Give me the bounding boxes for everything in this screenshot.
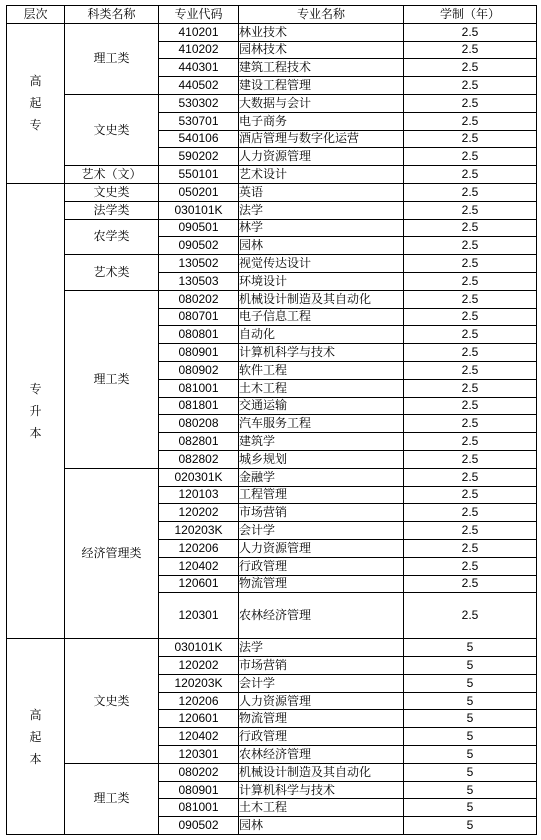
major-code: 120301 bbox=[159, 593, 239, 639]
major-code: 120601 bbox=[159, 575, 239, 593]
major-name: 金融学 bbox=[239, 468, 404, 486]
major-code: 080902 bbox=[159, 361, 239, 379]
study-years: 2.5 bbox=[404, 148, 537, 166]
study-years: 2.5 bbox=[404, 415, 537, 433]
study-years: 2.5 bbox=[404, 397, 537, 415]
major-name: 艺术设计 bbox=[239, 166, 404, 184]
level-label: 专升本 bbox=[29, 382, 42, 441]
major-code: 081001 bbox=[159, 379, 239, 397]
major-name: 建筑工程技术 bbox=[239, 59, 404, 77]
header-years: 学制（年） bbox=[404, 6, 537, 24]
study-years: 5 bbox=[404, 657, 537, 675]
table-row bbox=[7, 23, 537, 41]
study-years: 2.5 bbox=[404, 59, 537, 77]
level-cell bbox=[7, 639, 65, 835]
major-code: 440502 bbox=[159, 77, 239, 95]
major-name: 行政管理 bbox=[239, 557, 404, 575]
major-name: 林学 bbox=[239, 219, 404, 237]
category-cell: 农学类 bbox=[65, 219, 159, 255]
major-code: 090501 bbox=[159, 219, 239, 237]
major-name: 工程管理 bbox=[239, 486, 404, 504]
study-years: 5 bbox=[404, 710, 537, 728]
major-code: 030101K bbox=[159, 639, 239, 657]
major-name: 法学 bbox=[239, 201, 404, 219]
study-years: 2.5 bbox=[404, 522, 537, 540]
major-name: 英语 bbox=[239, 183, 404, 201]
major-name: 视觉传达设计 bbox=[239, 255, 404, 273]
major-name: 机械设计制造及其自动化 bbox=[239, 763, 404, 781]
major-name: 大数据与会计 bbox=[239, 94, 404, 112]
category-cell: 理工类 bbox=[65, 23, 159, 94]
major-code: 410202 bbox=[159, 41, 239, 59]
category-cell: 法学类 bbox=[65, 201, 159, 219]
study-years: 2.5 bbox=[404, 290, 537, 308]
major-name: 电子商务 bbox=[239, 112, 404, 130]
major-name: 市场营销 bbox=[239, 657, 404, 675]
header-code: 专业代码 bbox=[159, 6, 239, 24]
level-label: 高起本 bbox=[29, 707, 42, 766]
major-name: 林业技术 bbox=[239, 23, 404, 41]
major-name: 建筑学 bbox=[239, 433, 404, 451]
major-code: 530302 bbox=[159, 94, 239, 112]
major-code: 550101 bbox=[159, 166, 239, 184]
header-name: 专业名称 bbox=[239, 6, 404, 24]
major-code: 080801 bbox=[159, 326, 239, 344]
study-years: 2.5 bbox=[404, 344, 537, 362]
table-row bbox=[7, 183, 537, 201]
major-code: 080901 bbox=[159, 344, 239, 362]
major-name: 会计学 bbox=[239, 674, 404, 692]
major-name: 行政管理 bbox=[239, 728, 404, 746]
study-years: 2.5 bbox=[404, 255, 537, 273]
study-years: 2.5 bbox=[404, 575, 537, 593]
study-years: 5 bbox=[404, 674, 537, 692]
major-code: 090502 bbox=[159, 237, 239, 255]
major-name: 物流管理 bbox=[239, 710, 404, 728]
study-years: 5 bbox=[404, 746, 537, 764]
major-name: 人力资源管理 bbox=[239, 692, 404, 710]
table-body bbox=[7, 23, 537, 834]
major-code: 120203K bbox=[159, 522, 239, 540]
major-name: 园林 bbox=[239, 817, 404, 835]
major-name: 机械设计制造及其自动化 bbox=[239, 290, 404, 308]
major-code: 440301 bbox=[159, 59, 239, 77]
major-code: 080701 bbox=[159, 308, 239, 326]
major-name: 自动化 bbox=[239, 326, 404, 344]
table-row bbox=[7, 219, 537, 237]
category-cell: 文史类 bbox=[65, 94, 159, 165]
major-code: 530701 bbox=[159, 112, 239, 130]
major-code: 082802 bbox=[159, 450, 239, 468]
major-code: 050201 bbox=[159, 183, 239, 201]
major-code: 020301K bbox=[159, 468, 239, 486]
level-cell bbox=[7, 23, 65, 183]
study-years: 2.5 bbox=[404, 166, 537, 184]
level-cell bbox=[7, 183, 65, 638]
major-code: 090502 bbox=[159, 817, 239, 835]
major-name: 市场营销 bbox=[239, 504, 404, 522]
major-code: 120402 bbox=[159, 728, 239, 746]
study-years: 2.5 bbox=[404, 112, 537, 130]
major-name: 农林经济管理 bbox=[239, 593, 404, 639]
major-code: 120301 bbox=[159, 746, 239, 764]
table-row bbox=[7, 763, 537, 781]
major-code: 120202 bbox=[159, 504, 239, 522]
major-code: 120103 bbox=[159, 486, 239, 504]
category-cell: 理工类 bbox=[65, 290, 159, 468]
majors-table bbox=[6, 5, 537, 835]
study-years: 2.5 bbox=[404, 237, 537, 255]
study-years: 2.5 bbox=[404, 468, 537, 486]
table-row bbox=[7, 94, 537, 112]
major-code: 082801 bbox=[159, 433, 239, 451]
major-name: 交通运输 bbox=[239, 397, 404, 415]
category-cell: 文史类 bbox=[65, 183, 159, 201]
study-years: 2.5 bbox=[404, 183, 537, 201]
study-years: 2.5 bbox=[404, 557, 537, 575]
major-name: 计算机科学与技术 bbox=[239, 344, 404, 362]
study-years: 2.5 bbox=[404, 361, 537, 379]
major-code: 081001 bbox=[159, 799, 239, 817]
major-code: 590202 bbox=[159, 148, 239, 166]
header-category: 科类名称 bbox=[65, 6, 159, 24]
study-years: 5 bbox=[404, 817, 537, 835]
table-row bbox=[7, 639, 537, 657]
major-name: 土木工程 bbox=[239, 799, 404, 817]
study-years: 2.5 bbox=[404, 130, 537, 148]
study-years: 5 bbox=[404, 781, 537, 799]
study-years: 5 bbox=[404, 692, 537, 710]
study-years: 2.5 bbox=[404, 593, 537, 639]
table-row bbox=[7, 201, 537, 219]
major-name: 法学 bbox=[239, 639, 404, 657]
table-row bbox=[7, 166, 537, 184]
major-name: 城乡规划 bbox=[239, 450, 404, 468]
major-name: 园林技术 bbox=[239, 41, 404, 59]
major-code: 081801 bbox=[159, 397, 239, 415]
category-cell: 经济管理类 bbox=[65, 468, 159, 639]
category-cell: 艺术类 bbox=[65, 255, 159, 291]
study-years: 2.5 bbox=[404, 486, 537, 504]
major-code: 120601 bbox=[159, 710, 239, 728]
study-years: 5 bbox=[404, 763, 537, 781]
major-code: 120402 bbox=[159, 557, 239, 575]
study-years: 2.5 bbox=[404, 201, 537, 219]
study-years: 5 bbox=[404, 799, 537, 817]
major-code: 080202 bbox=[159, 290, 239, 308]
category-cell: 艺术（文） bbox=[65, 166, 159, 184]
category-cell: 文史类 bbox=[65, 639, 159, 764]
major-code: 120202 bbox=[159, 657, 239, 675]
major-code: 080208 bbox=[159, 415, 239, 433]
header-level: 层次 bbox=[7, 6, 65, 24]
category-cell: 理工类 bbox=[65, 763, 159, 834]
study-years: 2.5 bbox=[404, 41, 537, 59]
study-years: 2.5 bbox=[404, 539, 537, 557]
major-code: 120203K bbox=[159, 674, 239, 692]
major-code: 120206 bbox=[159, 539, 239, 557]
header-row bbox=[7, 6, 537, 24]
major-name: 会计学 bbox=[239, 522, 404, 540]
major-name: 酒店管理与数字化运营 bbox=[239, 130, 404, 148]
study-years: 2.5 bbox=[404, 379, 537, 397]
table-row bbox=[7, 255, 537, 273]
major-code: 540106 bbox=[159, 130, 239, 148]
study-years: 2.5 bbox=[404, 433, 537, 451]
study-years: 2.5 bbox=[404, 23, 537, 41]
table-row bbox=[7, 468, 537, 486]
major-name: 汽车服务工程 bbox=[239, 415, 404, 433]
major-name: 电子信息工程 bbox=[239, 308, 404, 326]
major-code: 410201 bbox=[159, 23, 239, 41]
major-code: 080901 bbox=[159, 781, 239, 799]
study-years: 2.5 bbox=[404, 219, 537, 237]
major-name: 物流管理 bbox=[239, 575, 404, 593]
study-years: 2.5 bbox=[404, 308, 537, 326]
study-years: 2.5 bbox=[404, 272, 537, 290]
major-name: 农林经济管理 bbox=[239, 746, 404, 764]
major-code: 130502 bbox=[159, 255, 239, 273]
major-name: 人力资源管理 bbox=[239, 148, 404, 166]
table-row bbox=[7, 290, 537, 308]
study-years: 5 bbox=[404, 639, 537, 657]
study-years: 2.5 bbox=[404, 94, 537, 112]
major-name: 土木工程 bbox=[239, 379, 404, 397]
major-name: 软件工程 bbox=[239, 361, 404, 379]
level-label: 高起专 bbox=[29, 74, 42, 133]
study-years: 2.5 bbox=[404, 77, 537, 95]
study-years: 5 bbox=[404, 728, 537, 746]
major-name: 计算机科学与技术 bbox=[239, 781, 404, 799]
study-years: 2.5 bbox=[404, 504, 537, 522]
major-code: 080202 bbox=[159, 763, 239, 781]
major-code: 130503 bbox=[159, 272, 239, 290]
major-code: 120206 bbox=[159, 692, 239, 710]
major-name: 人力资源管理 bbox=[239, 539, 404, 557]
study-years: 2.5 bbox=[404, 326, 537, 344]
major-name: 建设工程管理 bbox=[239, 77, 404, 95]
major-name: 环境设计 bbox=[239, 272, 404, 290]
major-name: 园林 bbox=[239, 237, 404, 255]
major-code: 030101K bbox=[159, 201, 239, 219]
study-years: 2.5 bbox=[404, 450, 537, 468]
